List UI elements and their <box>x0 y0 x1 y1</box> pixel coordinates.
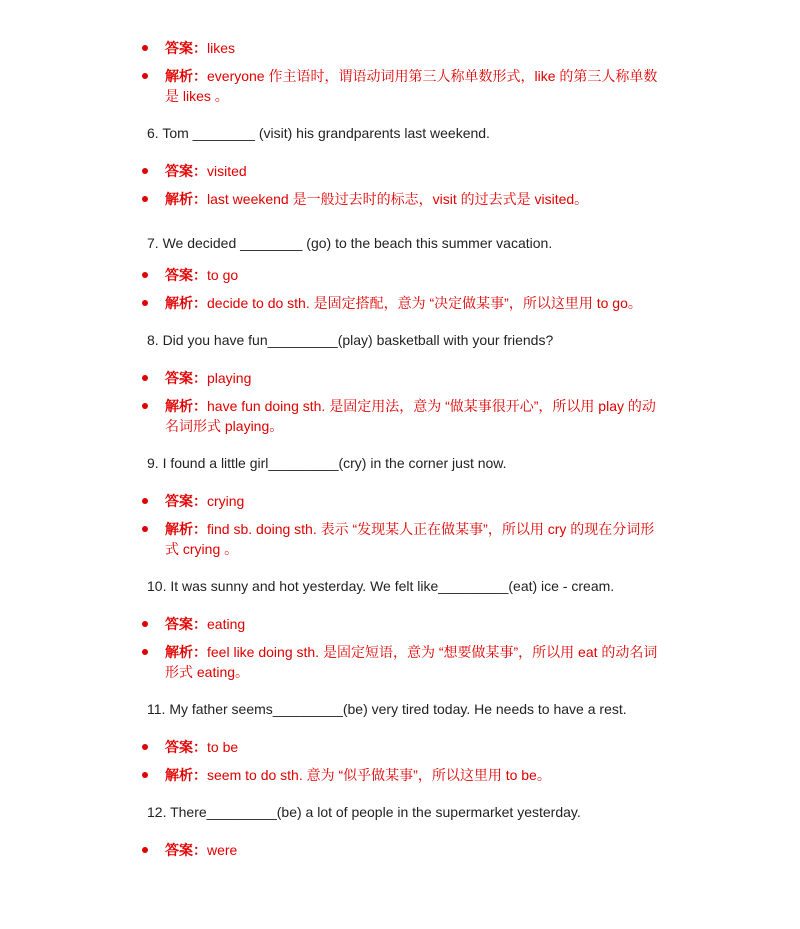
bullet-icon <box>142 73 148 79</box>
analysis-text: last weekend 是一般过去时的标志，visit 的过去式是 visited。 <box>207 191 589 207</box>
analysis-line <box>165 293 642 313</box>
analysis-text: have fun doing sth. 是固定用法，意为 “做某事很开心”，所以用 play 的动 <box>207 398 656 414</box>
bullet-icon <box>142 300 148 306</box>
analysis-text: feel like doing sth. 是固定短语，意为 “想要做某事”，所以用 eat 的动名词 <box>207 644 658 660</box>
bullet-icon <box>142 168 148 174</box>
bullet-icon <box>142 847 148 853</box>
analysis-text: find sb. doing sth. 表示 “发现某人正在做某事”，所以用 cry 的现在分词形 <box>207 521 655 537</box>
analysis-label: 解析： <box>165 68 207 84</box>
answer-line <box>165 38 235 58</box>
analysis-text: seem to do sth. 意为 “似乎做某事”，所以这里用 to be。 <box>207 767 551 783</box>
analysis-line <box>165 189 588 209</box>
bullet-icon <box>142 272 148 278</box>
question-11: 11. My father seems_________(be) very tired today. He needs to have a rest. <box>147 701 627 717</box>
analysis-line <box>165 765 551 785</box>
answer-text: likes <box>207 40 236 56</box>
bullet-icon <box>142 744 148 750</box>
analysis-continuation: 式 crying 。 <box>165 541 239 557</box>
answer-label: 答案： <box>165 40 207 56</box>
answer-text: were <box>207 842 238 858</box>
analysis-label: 解析： <box>165 295 207 311</box>
analysis-label: 解析： <box>165 521 207 537</box>
answer-label: 答案： <box>165 616 207 632</box>
analysis-line <box>165 519 654 539</box>
bullet-icon <box>142 45 148 51</box>
analysis-label: 解析： <box>165 644 207 660</box>
answer-label: 答案： <box>165 163 207 179</box>
analysis-continuation: 是 likes 。 <box>165 88 229 104</box>
answer-text: playing <box>207 370 252 386</box>
question-9: 9. I found a little girl_________(cry) in the corner just now. <box>147 455 507 471</box>
answer-label: 答案： <box>165 842 207 858</box>
answer-text: eating <box>207 616 246 632</box>
analysis-text: everyone 作主语时，谓语动词用第三人称单数形式，like 的第三人称单数 <box>207 68 658 84</box>
answer-line <box>165 840 237 860</box>
answer-line <box>165 368 251 388</box>
answer-label: 答案： <box>165 493 207 509</box>
bullet-icon <box>142 196 148 202</box>
answer-line <box>165 737 238 757</box>
answer-line <box>165 265 238 285</box>
answer-line <box>165 161 247 181</box>
answer-text: to be <box>207 739 239 755</box>
bullet-icon <box>142 621 148 627</box>
question-7: 7. We decided ________ (go) to the beach this summer vacation. <box>147 235 553 251</box>
analysis-label: 解析： <box>165 191 207 207</box>
question-12: 12. There_________(be) a lot of people in the supermarket yesterday. <box>147 804 581 820</box>
bullet-icon <box>142 526 148 532</box>
bullet-icon <box>142 498 148 504</box>
analysis-label: 解析： <box>165 398 207 414</box>
question-8: 8. Did you have fun_________(play) basketball with your friends? <box>147 332 554 348</box>
question-6: 6. Tom ________ (visit) his grandparents last weekend. <box>147 125 490 141</box>
answer-label: 答案： <box>165 739 207 755</box>
analysis-continuation: 名词形式 playing。 <box>165 418 284 434</box>
analysis-line <box>165 66 657 86</box>
analysis-line <box>165 396 656 416</box>
answer-line <box>165 614 245 634</box>
analysis-line <box>165 642 657 662</box>
bullet-icon <box>142 772 148 778</box>
analysis-text: decide to do sth. 是固定搭配，意为 “决定做某事”，所以这里用 to go。 <box>207 295 642 311</box>
bullet-icon <box>142 375 148 381</box>
analysis-continuation: 形式 eating。 <box>165 664 250 680</box>
answer-text: crying <box>207 493 245 509</box>
bullet-icon <box>142 403 148 409</box>
answer-text: visited <box>207 163 247 179</box>
answer-text: to go <box>207 267 239 283</box>
answer-label: 答案： <box>165 267 207 283</box>
bullet-icon <box>142 649 148 655</box>
answer-label: 答案： <box>165 370 207 386</box>
question-10: 10. It was sunny and hot yesterday. We felt like_________(eat) ice - cream. <box>147 578 615 594</box>
answer-line <box>165 491 244 511</box>
analysis-label: 解析： <box>165 767 207 783</box>
